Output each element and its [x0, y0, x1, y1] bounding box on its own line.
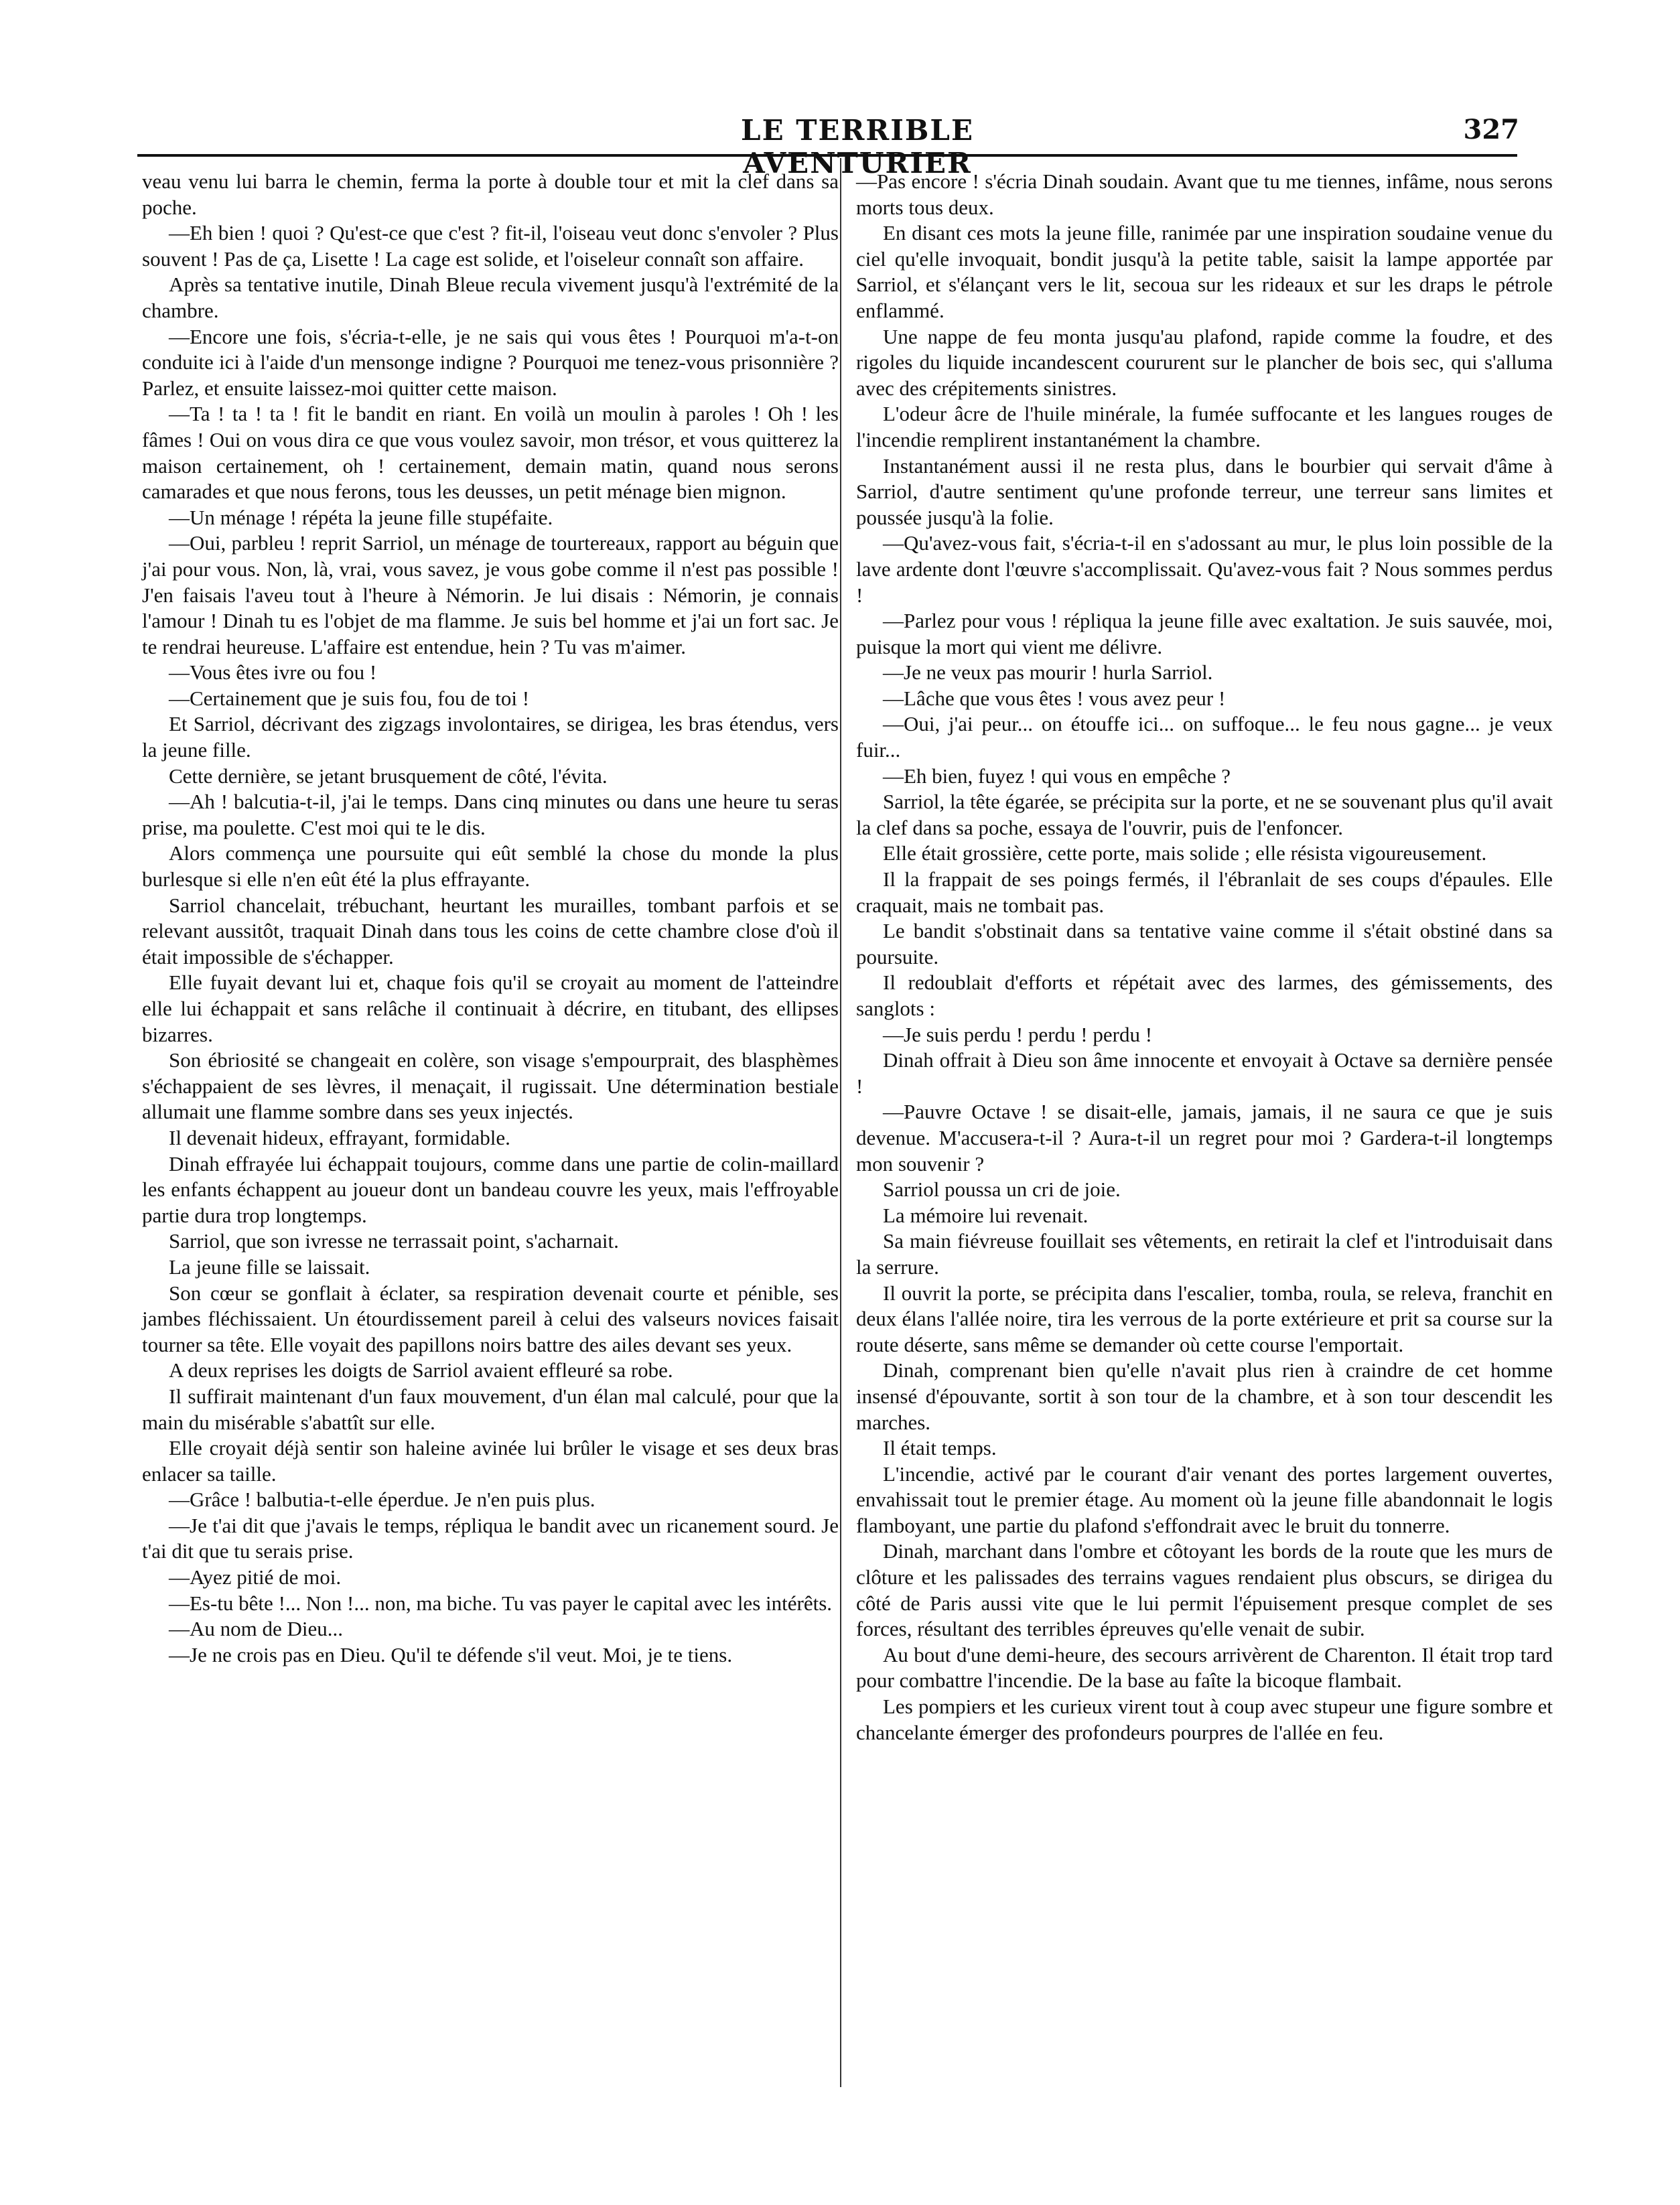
paragraph: Il redoublait d'efforts et répétait avec des larmes, des gémissements, des sanglots : [856, 971, 1553, 1020]
paragraph: Cette dernière, se jetant brusquement de côté, l'évita. [169, 764, 608, 788]
paragraph: Il devenait hideux, effrayant, formidable. [169, 1125, 510, 1149]
paragraph: —Je ne veux pas mourir ! hurla Sarriol. [883, 660, 1213, 685]
paragraph: Son cœur se gonflait à éclater, sa respiration devenait courte et pénible, ses jambes fléchissaient. Un étourdissement pareil à celui des valseurs novices faisait tourner sa tête. Elle voyait des papillons noirs battre des ailes devant ses yeux. [142, 1281, 839, 1356]
paragraph: Dinah effrayée lui échappait toujours, comme dans une partie de colin-maillard les enfants échappent au joueur dont un bandeau couvre les yeux, mais l'effroyable partie dura trop longtemps. [142, 1151, 839, 1227]
paragraph: Sarriol, que son ivresse ne terrassait point, s'acharnait. [169, 1229, 619, 1253]
paragraph: —Vous êtes ivre ou fou ! [169, 660, 377, 685]
paragraph: —Au nom de Dieu... [169, 1617, 344, 1641]
paragraph: Il suffirait maintenant d'un faux mouvement, d'un élan mal calculé, pour que la main du misérable s'abattît sur elle. [142, 1384, 839, 1434]
left-column [142, 169, 839, 1668]
paragraph: —Qu'avez-vous fait, s'écria-t-il en s'adossant au mur, le plus loin possible de la lave ardente dont l'œuvre s'accomplissait. Qu'avez-vous fait ? Nous sommes perdus ! [856, 531, 1553, 607]
paragraph: Le bandit s'obstinait dans sa tentative vaine comme il s'était obstiné dans sa poursuite. [856, 919, 1553, 969]
paragraph: —Ta ! ta ! ta ! fit le bandit en riant. En voilà un moulin à paroles ! Oh ! les fâmes ! Oui on vous dira ce que vous voulez savoir, mon trésor, et vous quitterez la maison certainement, oh ! certainement, demain matin, quand nous serons camarades et que nous ferons, tous les deusses, un petit ménage bien mignon. [142, 402, 839, 504]
paragraph: Dinah offrait à Dieu son âme innocente et envoyait à Octave sa dernière pensée ! [856, 1048, 1553, 1098]
paragraph: Elle était grossière, cette porte, mais solide ; elle résista vigoureusement. [883, 841, 1487, 865]
paragraph: Alors commença une poursuite qui eût semblé la chose du monde la plus burlesque si elle n'en eût été la plus effrayante. [142, 841, 839, 892]
paragraph: Sarriol poussa un cri de joie. [883, 1178, 1121, 1202]
paragraph: Il la frappait de ses poings fermés, il l'ébranlait de ses coups d'épaules. Elle craquait, mais ne tombait pas. [856, 867, 1553, 917]
paragraph: Dinah, marchant dans l'ombre et côtoyant les bords de la route que les murs de clôture et les palissades des terrains vagues rendaient plus obscurs, se dirigea du côté de Paris aussi vite que le lui permit l'épuisement presque complet de ses forces, résultant des terribles épreuves qu'elle venait de subir. [856, 1539, 1553, 1641]
page-number: 327 [1463, 114, 1519, 145]
paragraph: —Ayez pitié de moi. [169, 1565, 342, 1589]
paragraph: Son ébriosité se changeait en colère, son visage s'empourprait, des blasphèmes s'échappaient de ses lèvres, il menaçait, il rugissait. Une détermination bestiale allumait une flamme sombre dans ses yeux injectés. [142, 1048, 839, 1124]
header-rule [137, 154, 1517, 157]
paragraph: —Grâce ! balbutia-t-elle éperdue. Je n'en puis plus. [169, 1488, 596, 1512]
paragraph: —Lâche que vous êtes ! vous avez peur ! [883, 686, 1226, 710]
paragraph: —Un ménage ! répéta la jeune fille stupéfaite. [169, 505, 553, 529]
paragraph: —Eh bien ! quoi ? Qu'est-ce que c'est ? fit-il, l'oiseau veut donc s'envoler ? Plus souvent ! Pas de ça, Lisette ! La cage est solide, et l'oiseleur connaît son affaire. [142, 221, 839, 271]
paragraph: Et Sarriol, décrivant des zigzags involontaires, se dirigea, les bras étendus, vers la jeune fille. [142, 712, 839, 762]
paragraph: —Eh bien, fuyez ! qui vous en empêche ? [883, 764, 1231, 788]
paragraph: —Oui, parbleu ! reprit Sarriol, un ménage de tourtereaux, rapport au béguin que j'ai pour vous. Non, là, vrai, vous savez, je vous gobe comme il n'est pas possible ! J'en faisais l'aveu tout à l'heure à Némorin. Je lui disais : Némorin, je connais l'amour ! Dinah tu es l'objet de ma flamme. Je suis bel homme et j'ai un fort sac. Je te rendrai heureuse. L'affaire est entendue, hein ? Tu vas m'aimer. [142, 531, 839, 658]
paragraph: Au bout d'une demi-heure, des secours arrivèrent de Charenton. Il était trop tard pour combattre l'incendie. De la base au faîte la bicoque flambait. [856, 1642, 1553, 1693]
paragraph: Les pompiers et les curieux virent tout à coup avec stupeur une figure sombre et chancelante émerger des profondeurs pourpres de l'allée en feu. [856, 1695, 1553, 1744]
paragraph: —Ah ! balcutia-t-il, j'ai le temps. Dans cinq minutes ou dans une heure tu seras prise, ma poulette. C'est moi qui te le dis. [142, 790, 839, 839]
paragraph: Instantanément aussi il ne resta plus, dans le bourbier qui servait d'âme à Sarriol, d'autre sentiment qu'une profonde terreur, une terreur sans limites et poussée jusqu'à la folie. [856, 453, 1553, 529]
paragraph: L'incendie, activé par le courant d'air venant des portes largement ouvertes, envahissait tout le premier étage. Au moment où la jeune fille abandonnait le logis flamboyant, une partie du plafond s'effondrait avec le bruit du tonnerre. [856, 1462, 1553, 1537]
paragraph: Il ouvrit la porte, se précipita dans l'escalier, tomba, roula, se releva, franchit en deux élans l'allée noire, tira les verrous de la porte extérieure et prit sa course sur la route déserte, sans même se demander où cette course l'emportait. [856, 1281, 1553, 1356]
paragraph: —Pas encore ! s'écria Dinah soudain. Avant que tu me tiennes, infâme, nous serons morts tous deux. [856, 169, 1553, 219]
paragraph: —Pauvre Octave ! se disait-elle, jamais, jamais, il ne saura ce que je suis devenue. M'accusera-t-il ? Aura-t-il un regret pour moi ? Gardera-t-il longtemps mon souvenir ? [856, 1100, 1553, 1176]
paragraph: veau venu lui barra le chemin, ferma la porte à double tour et mit la clef dans sa poche. [142, 169, 839, 219]
right-column [856, 169, 1553, 1746]
paragraph: La jeune fille se laissait. [169, 1255, 370, 1279]
paragraph: —Encore une fois, s'écria-t-elle, je ne sais qui vous êtes ! Pourquoi m'a-t-on conduite ici à l'aide d'un mensonge indigne ? Pourquoi me tenez-vous prisonnière ? Parlez, et ensuite laissez-moi quitter cette maison. [142, 324, 839, 400]
paragraph: —Je suis perdu ! perdu ! perdu ! [883, 1022, 1153, 1046]
paragraph: —Je t'ai dit que j'avais le temps, répliqua le bandit avec un ricanement sourd. Je t'ai dit que tu serais prise. [142, 1513, 839, 1563]
paragraph: En disant ces mots la jeune fille, ranimée par une inspiration soudaine venue du ciel qu'elle invoquait, bondit jusqu'à la petite table, saisit la lampe apportée par Sarriol, et s'élançant vers le lit, secoua sur les rideaux et sur les draps le pétrole enflammé. [856, 221, 1553, 322]
paragraph: —Parlez pour vous ! répliqua la jeune fille avec exaltation. Je suis sauvée, moi, puisque la mort qui vient me délivre. [856, 609, 1553, 658]
running-title: LE TERRIBLE AVENTURIER [741, 114, 974, 180]
paragraph: Après sa tentative inutile, Dinah Bleue recula vivement jusqu'à l'extrémité de la chambre. [142, 273, 839, 322]
paragraph: A deux reprises les doigts de Sarriol avaient effleuré sa robe. [169, 1358, 673, 1382]
paragraph: Dinah, comprenant bien qu'elle n'avait plus rien à craindre de cet homme insensé d'épouvante, sortit à son tour de la chambre, et à son tour descendit les marches. [856, 1358, 1553, 1434]
column-divider [840, 158, 841, 2087]
paragraph: Sarriol, la tête égarée, se précipita sur la porte, et ne se souvenant plus qu'il avait la clef dans sa poche, essaya de l'ouvrir, puis de l'enfoncer. [856, 790, 1553, 839]
paragraph: Sa main fiévreuse fouillait ses vêtements, en retirait la clef et l'introduisait dans la serrure. [856, 1229, 1553, 1279]
paragraph: La mémoire lui revenait. [883, 1203, 1089, 1227]
paragraph: —Je ne crois pas en Dieu. Qu'il te défende s'il veut. Moi, je te tiens. [169, 1642, 733, 1666]
paragraph: —Es-tu bête !... Non !... non, ma biche. Tu vas payer le capital avec les intérêts. [169, 1591, 833, 1615]
paragraph: Il était temps. [883, 1436, 997, 1460]
paragraph: Une nappe de feu monta jusqu'au plafond, rapide comme la foudre, et des rigoles du liquide incandescent coururent sur le plancher de bois sec, qui s'alluma avec des crépitements sinistres. [856, 324, 1553, 400]
paragraph: —Certainement que je suis fou, fou de toi ! [169, 686, 530, 710]
paragraph: —Oui, j'ai peur... on étouffe ici... on suffoque... le feu nous gagne... je veux fuir... [856, 712, 1553, 762]
paragraph: Sarriol chancelait, trébuchant, heurtant les murailles, tombant parfois et se relevant aussitôt, traquait Dinah dans tous les coins de cette chambre close d'où il était impossible de s'échapper. [142, 893, 839, 969]
paragraph: Elle croyait déjà sentir son haleine avinée lui brûler le visage et ses deux bras enlacer sa taille. [142, 1436, 839, 1486]
paragraph: L'odeur âcre de l'huile minérale, la fumée suffocante et les langues rouges de l'incendie remplirent instantanément la chambre. [856, 402, 1553, 451]
paragraph: Elle fuyait devant lui et, chaque fois qu'il se croyait au moment de l'atteindre elle lui échappait et sans relâche il continuait à décrire, en titubant, des ellipses bizarres. [142, 971, 839, 1046]
